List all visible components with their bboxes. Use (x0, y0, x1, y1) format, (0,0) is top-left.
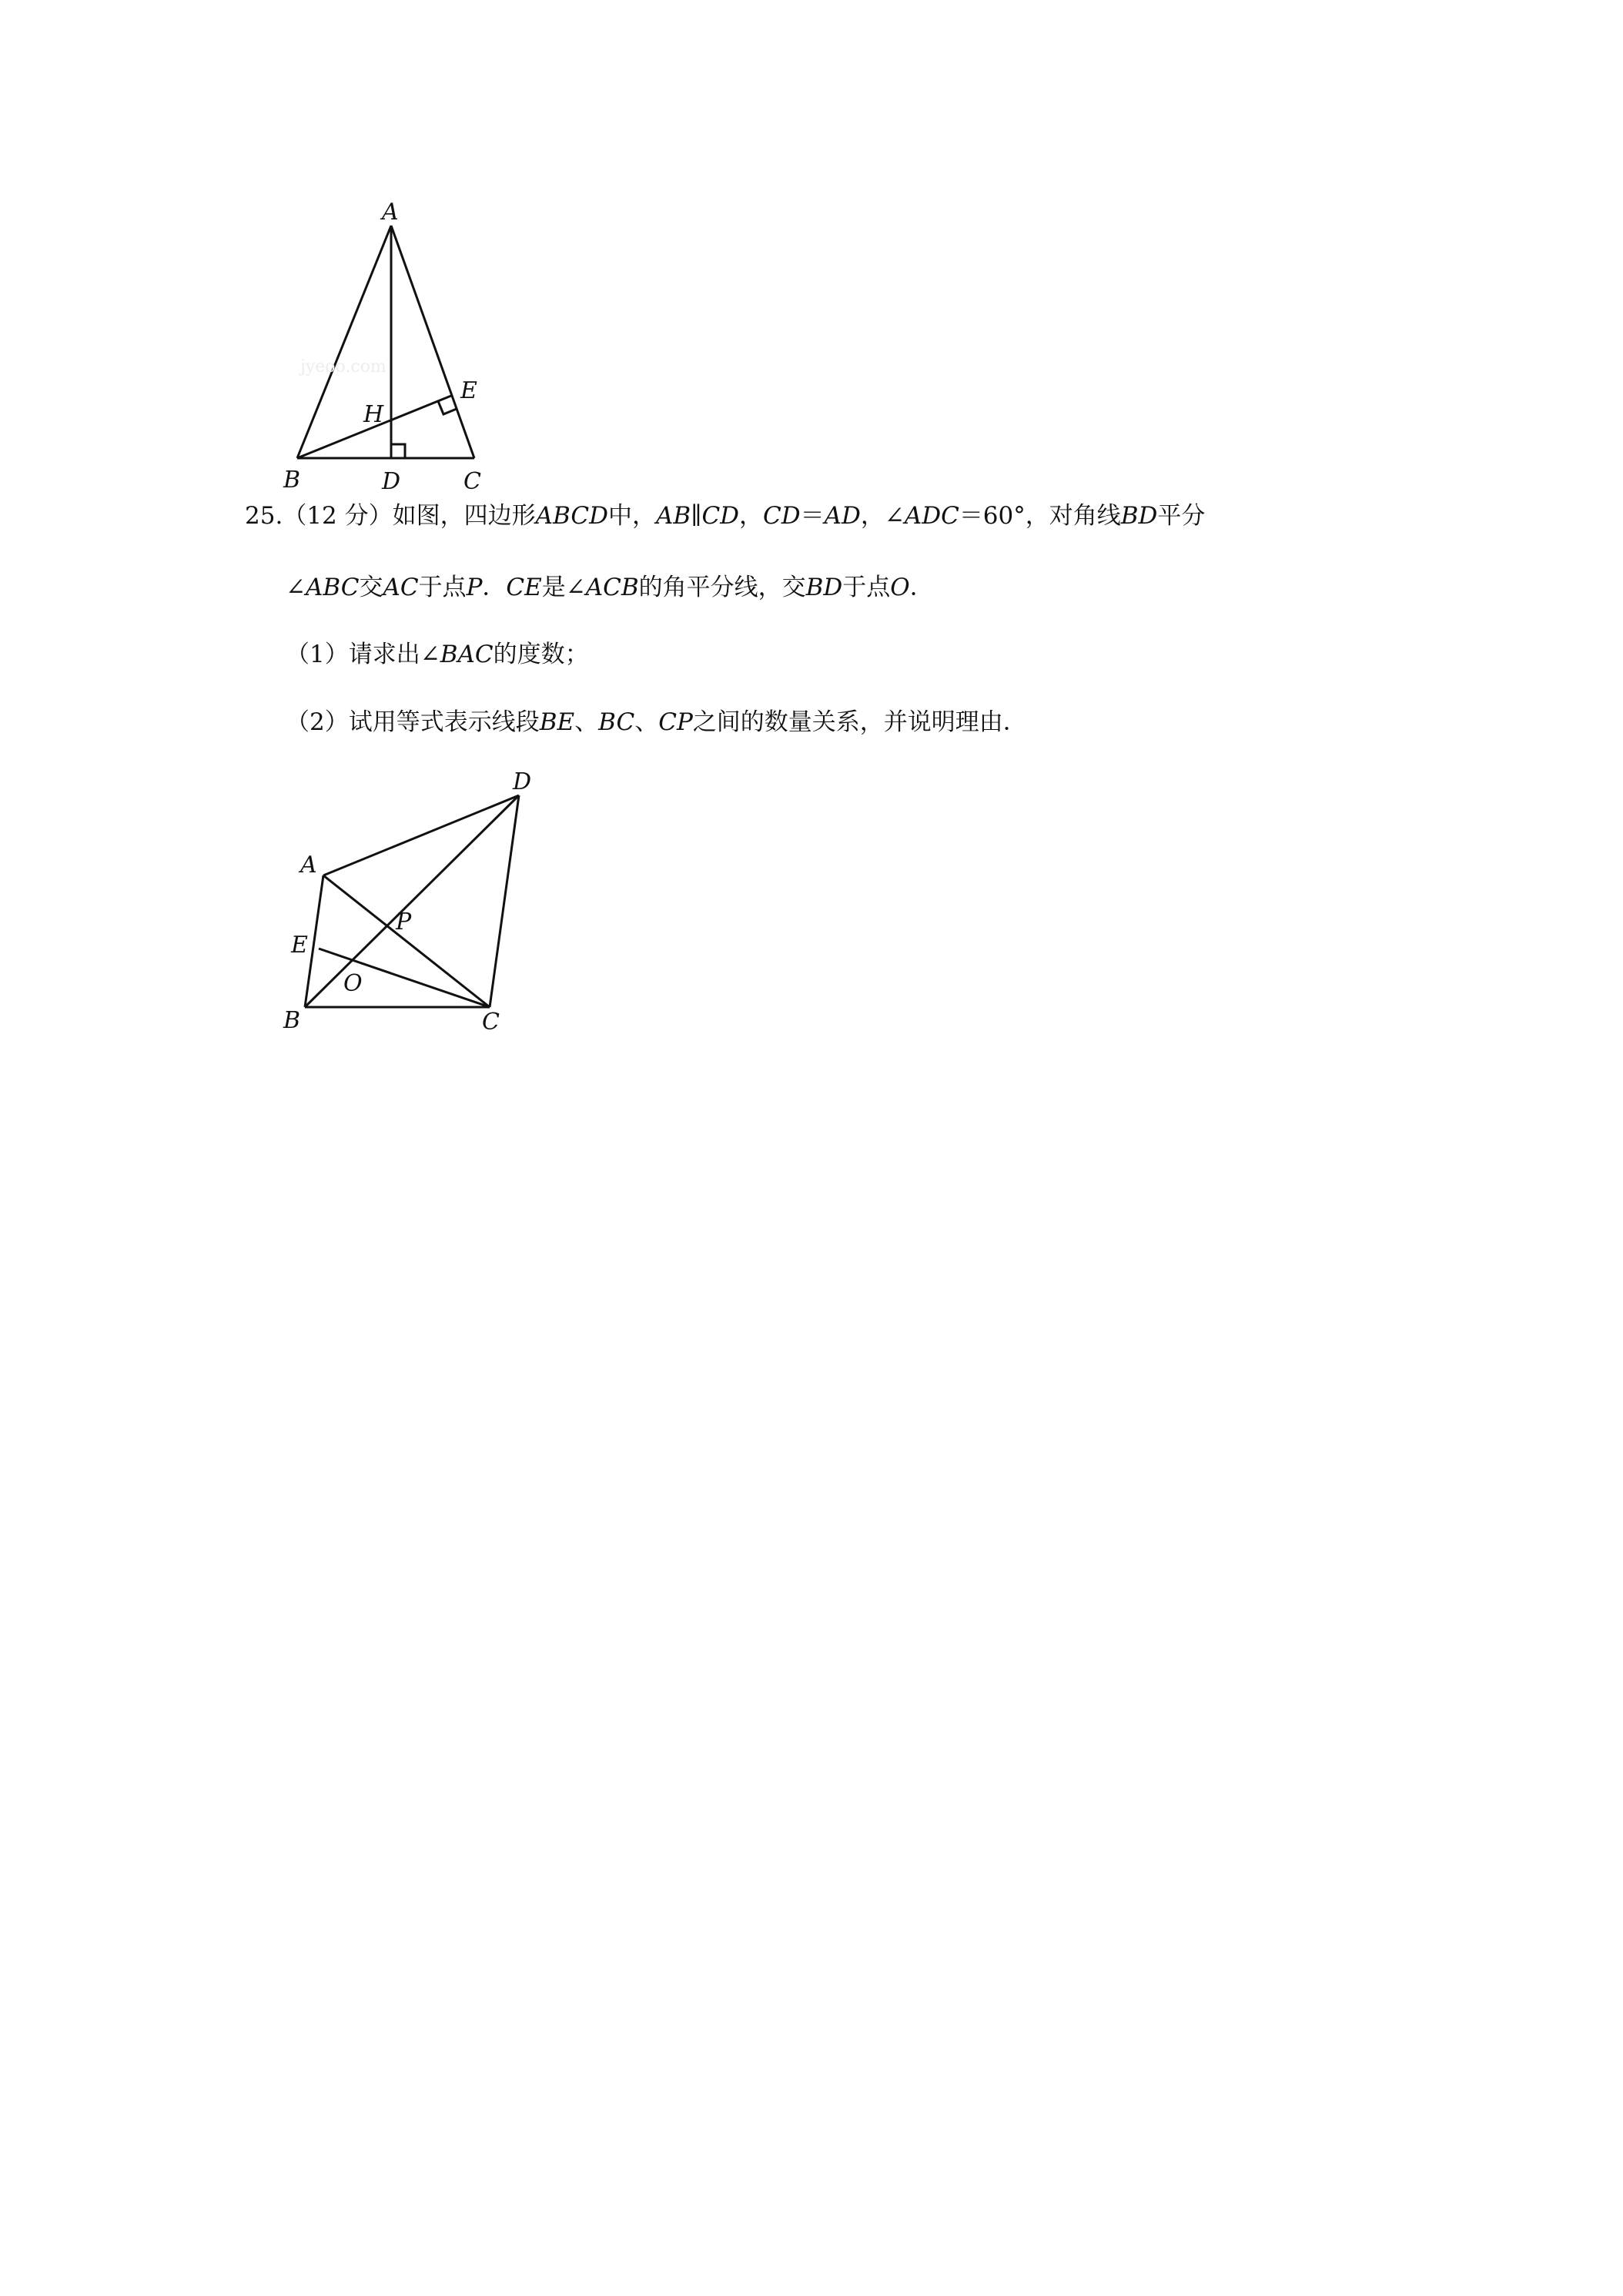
figure-triangle-altitudes (277, 196, 524, 500)
label-C: C (463, 468, 481, 495)
segment-BD (305, 795, 519, 1007)
label-B: B (283, 467, 301, 494)
question-part-2: （2）试用等式表示线段BE、BC、CP之间的数量关系，并说明理由． (286, 708, 1027, 736)
question-25 (245, 500, 1446, 747)
watermark: jyeoo.com (300, 357, 387, 377)
label-E: E (460, 377, 477, 404)
label-C: C (482, 1009, 500, 1036)
segment-AC (391, 226, 474, 458)
figure-quadrilateral (277, 766, 554, 1047)
label-B: B (283, 1007, 301, 1034)
right-angle-mark-D (391, 444, 405, 458)
question-part-1: （1）请求出∠BAC的度数； (286, 641, 589, 668)
label-D: D (382, 468, 401, 495)
question-number: 25. (245, 502, 283, 530)
segment-AD (323, 795, 519, 875)
label-A: A (300, 852, 317, 879)
label-E: E (291, 932, 308, 959)
label-D: D (513, 768, 532, 795)
label-O: O (343, 970, 363, 997)
label-A: A (382, 199, 399, 226)
label-P: P (396, 909, 412, 935)
question-stem-line-2: ∠ABC交AC于点P．CE是∠ACB的角平分线，交BD于点O． (286, 574, 934, 601)
segment-DC (490, 795, 519, 1007)
label-H: H (363, 401, 384, 428)
question-stem-line-1: 25.（12 分）如图，四边形ABCD中，AB∥CD，CD＝AD，∠ADC＝60°，对角线BD平分 (245, 502, 1206, 530)
question-score: （12 分） (283, 502, 393, 530)
